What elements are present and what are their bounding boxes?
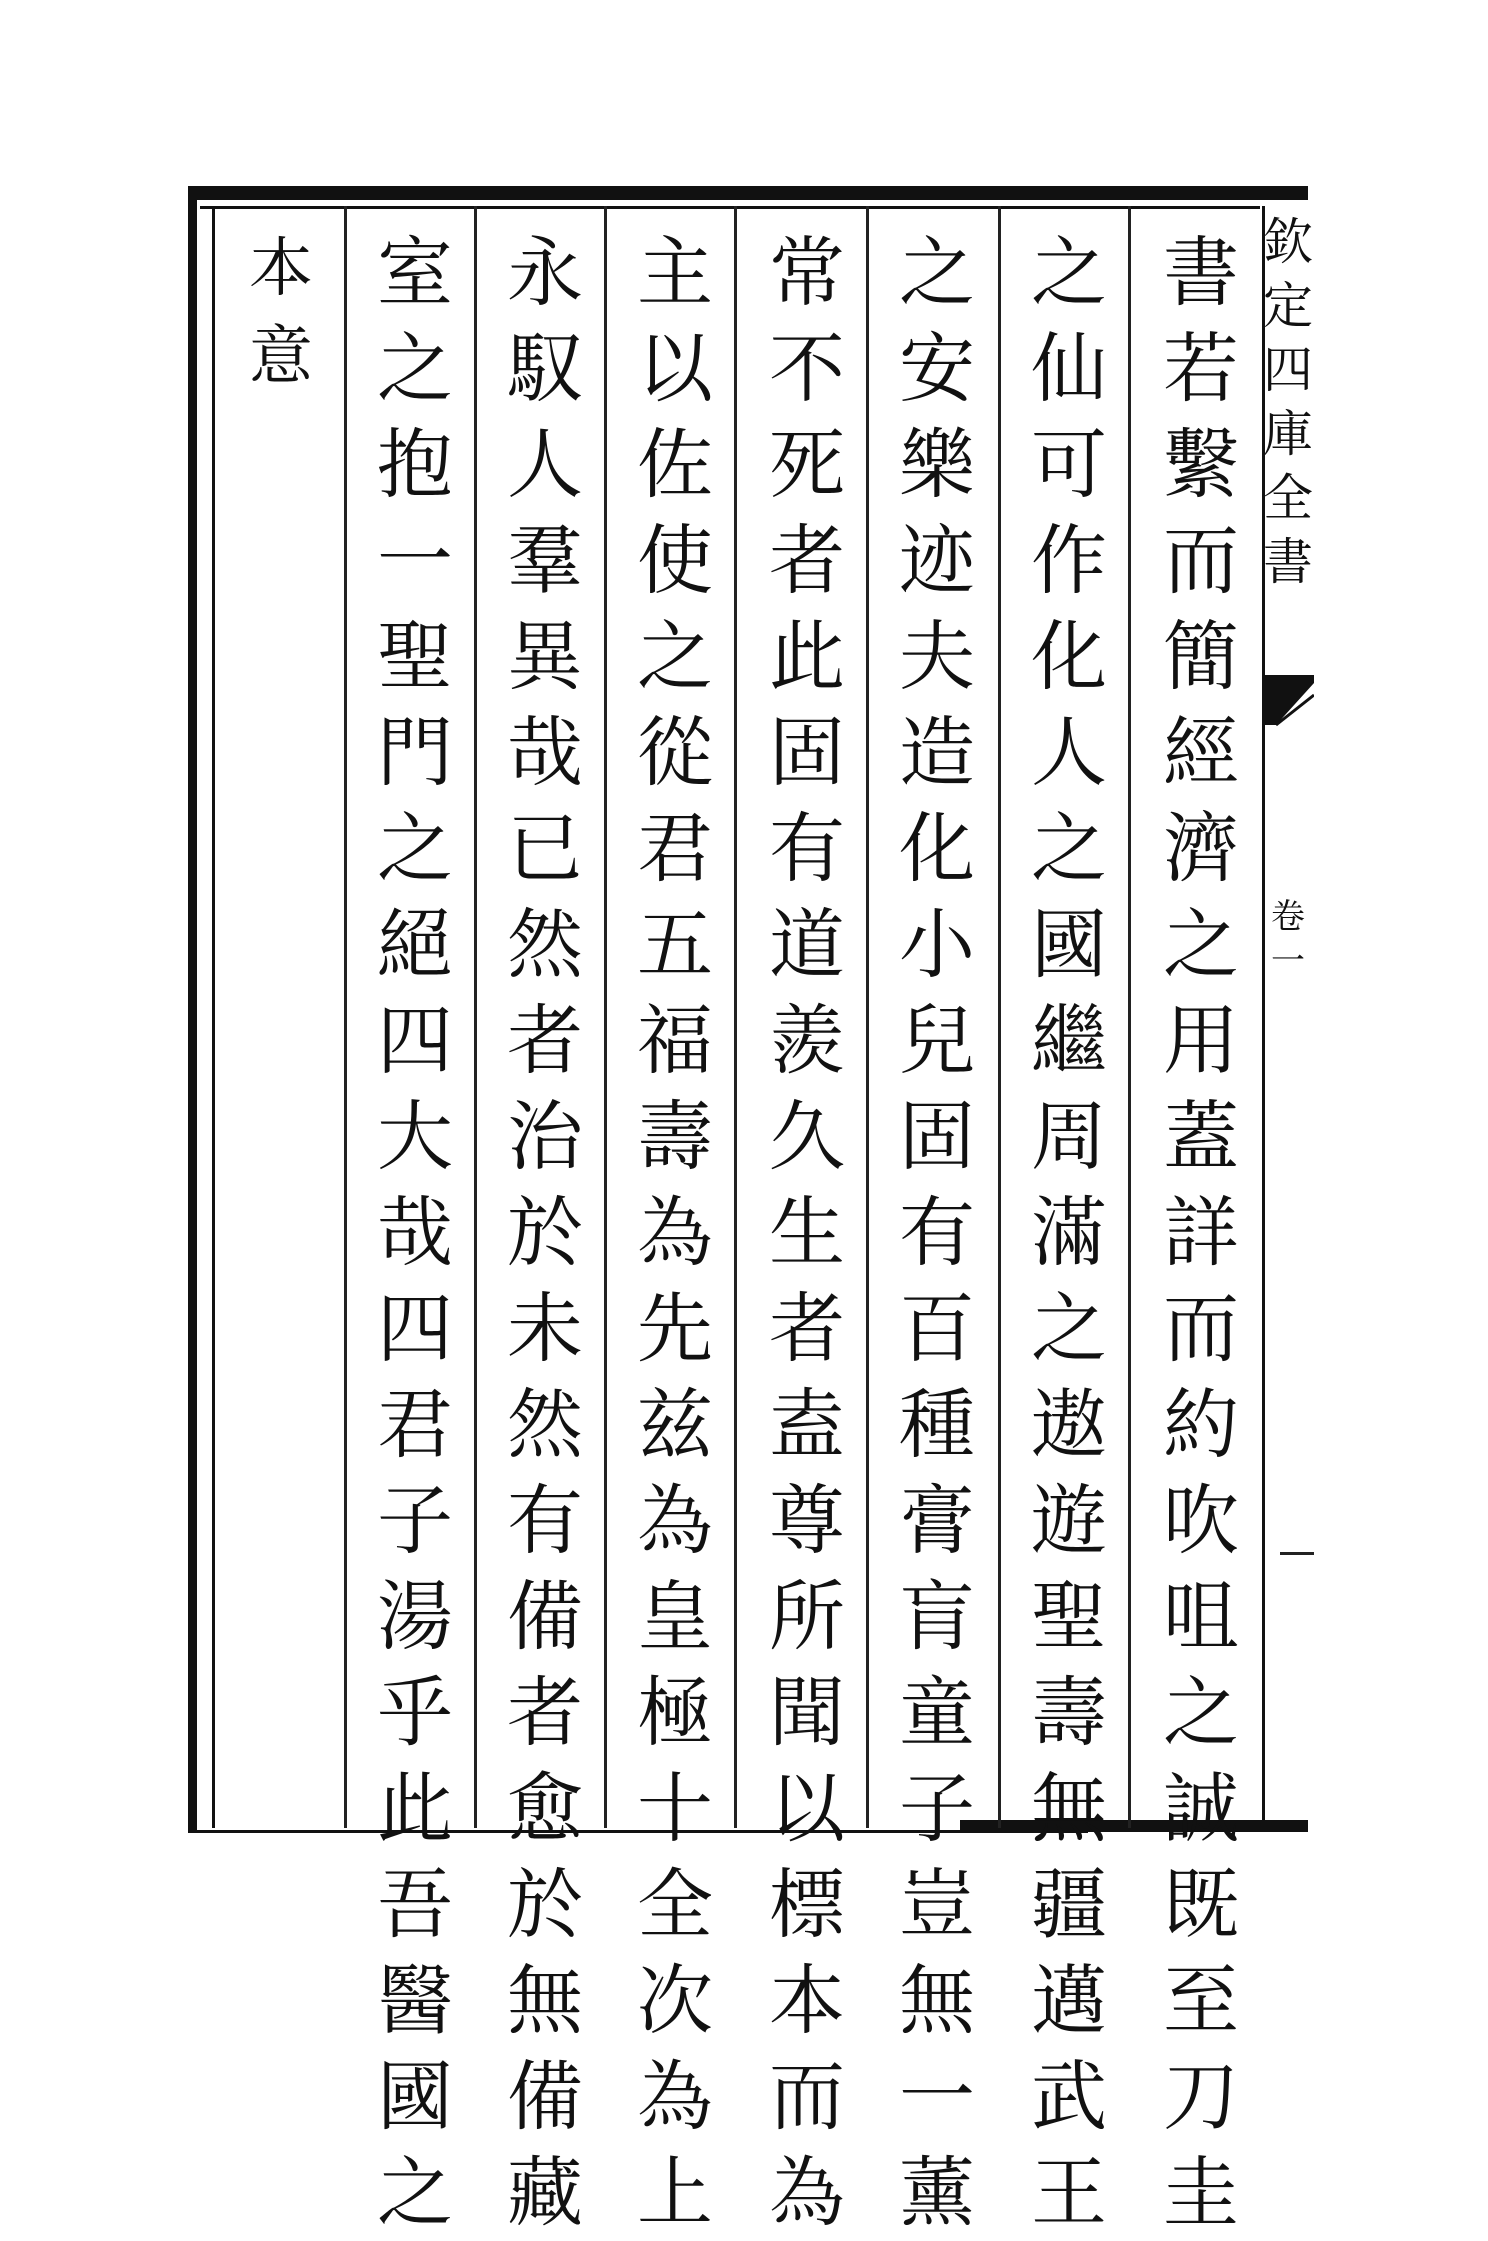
frame-top-inner-border [200, 206, 1260, 209]
glyph: 全 [637, 1860, 713, 1949]
glyph: 生 [769, 1188, 845, 1277]
column-rule [998, 206, 1001, 1828]
glyph: 造 [899, 708, 975, 797]
margin-glyph: 定 [1263, 277, 1313, 335]
text-column-4 [752, 225, 862, 2241]
glyph: 以 [637, 324, 713, 413]
glyph: 遨 [1031, 1380, 1107, 1469]
glyph: 詳 [1163, 1188, 1239, 1277]
glyph: 遊 [1031, 1476, 1107, 1565]
glyph: 吹 [1163, 1476, 1239, 1565]
margin-glyph: 書 [1263, 533, 1313, 591]
text-column-3 [882, 225, 992, 2241]
glyph: 王 [1031, 2148, 1107, 2237]
glyph: 誠 [1163, 1764, 1239, 1853]
glyph: 之 [377, 804, 453, 893]
glyph: 永 [507, 228, 583, 317]
glyph: 醫 [377, 1956, 453, 2045]
glyph: 之 [377, 324, 453, 413]
glyph: 之 [1031, 228, 1107, 317]
glyph: 吾 [377, 1860, 453, 1949]
glyph: 既 [1163, 1860, 1239, 1949]
glyph: 為 [637, 2052, 713, 2141]
glyph: 而 [1163, 516, 1239, 605]
frame-left-border [188, 186, 197, 1832]
glyph: 絕 [377, 900, 453, 989]
glyph: 固 [769, 708, 845, 797]
glyph: 未 [507, 1284, 583, 1373]
column-rule [604, 206, 607, 1828]
glyph: 標 [769, 1860, 845, 1949]
margin-glyph: 全 [1263, 469, 1313, 527]
glyph: 武 [1031, 2052, 1107, 2141]
glyph: 羨 [769, 996, 845, 1085]
glyph: 滿 [1031, 1188, 1107, 1277]
glyph: 薰 [899, 2148, 975, 2237]
glyph: 用 [1163, 996, 1239, 1085]
glyph: 蓋 [1163, 1092, 1239, 1181]
glyph: 有 [769, 804, 845, 893]
glyph: 室 [377, 228, 453, 317]
glyph: 經 [1163, 708, 1239, 797]
glyph: 藏 [507, 2148, 583, 2237]
glyph: 人 [1031, 708, 1107, 797]
glyph: 若 [1163, 324, 1239, 413]
glyph: 久 [769, 1092, 845, 1181]
glyph: 之 [637, 612, 713, 701]
glyph: 抱 [377, 420, 453, 509]
glyph: 為 [769, 2148, 845, 2237]
text-column-7 [360, 225, 470, 2241]
glyph: 君 [377, 1380, 453, 1469]
margin-glyph: 欽 [1263, 213, 1313, 271]
glyph: 濟 [1163, 804, 1239, 893]
frame-top-border [188, 186, 1308, 200]
glyph: 異 [507, 612, 583, 701]
text-column-5 [620, 225, 730, 2241]
margin-title [1262, 210, 1314, 594]
glyph: 於 [507, 1860, 583, 1949]
glyph: 意 [249, 320, 313, 394]
margin-volume-label [1262, 895, 1314, 983]
glyph: 以 [769, 1764, 845, 1853]
glyph: 樂 [899, 420, 975, 509]
glyph: 上 [637, 2148, 713, 2237]
glyph: 約 [1163, 1380, 1239, 1469]
glyph: 君 [637, 804, 713, 893]
margin-glyph: 四 [1263, 341, 1313, 399]
column-rule [866, 206, 869, 1828]
glyph: 繼 [1031, 996, 1107, 1085]
text-column-2 [1014, 225, 1124, 2241]
glyph: 此 [769, 612, 845, 701]
glyph: 主 [637, 228, 713, 317]
glyph: 哉 [377, 1188, 453, 1277]
glyph: 使 [637, 516, 713, 605]
glyph: 次 [637, 1956, 713, 2045]
glyph: 一 [377, 516, 453, 605]
glyph: 兒 [899, 996, 975, 1085]
glyph: 湯 [377, 1572, 453, 1661]
glyph: 備 [507, 2052, 583, 2141]
column-rule [1128, 206, 1131, 1828]
glyph: 常 [769, 228, 845, 317]
glyph: 先 [637, 1284, 713, 1373]
glyph: 百 [899, 1284, 975, 1373]
glyph: 之 [1163, 1668, 1239, 1757]
glyph: 子 [377, 1476, 453, 1565]
glyph: 書 [1163, 228, 1239, 317]
glyph: 子 [899, 1764, 975, 1853]
glyph: 皇 [637, 1572, 713, 1661]
glyph: 者 [769, 1284, 845, 1373]
glyph: 刀 [1163, 2052, 1239, 2141]
glyph: 繫 [1163, 420, 1239, 509]
glyph: 迹 [899, 516, 975, 605]
glyph: 之 [1031, 1284, 1107, 1373]
glyph: 人 [507, 420, 583, 509]
glyph: 聖 [377, 612, 453, 701]
glyph: 愈 [507, 1764, 583, 1853]
glyph: 本 [769, 1956, 845, 2045]
text-column-1 [1146, 225, 1256, 2241]
glyph: 之 [377, 2148, 453, 2237]
glyph: 四 [377, 1284, 453, 1373]
glyph: 已 [507, 804, 583, 893]
glyph: 為 [637, 1476, 713, 1565]
glyph: 國 [377, 2052, 453, 2141]
glyph: 於 [507, 1188, 583, 1277]
glyph: 圭 [1163, 2148, 1239, 2237]
glyph: 從 [637, 708, 713, 797]
column-rule [344, 206, 347, 1828]
glyph: 為 [637, 1188, 713, 1277]
margin-tick-mark [1280, 1552, 1314, 1555]
glyph: 豈 [899, 1860, 975, 1949]
glyph: 所 [769, 1572, 845, 1661]
glyph: 本 [249, 232, 313, 306]
glyph: 之 [1163, 900, 1239, 989]
glyph: 極 [637, 1668, 713, 1757]
glyph: 而 [769, 2052, 845, 2141]
glyph: 無 [899, 1956, 975, 2045]
glyph: 之 [899, 228, 975, 317]
glyph: 盍 [769, 1380, 845, 1469]
glyph: 仙 [1031, 324, 1107, 413]
glyph: 而 [1163, 1284, 1239, 1373]
text-column-8 [226, 225, 336, 401]
glyph: 咀 [1163, 1572, 1239, 1661]
glyph: 安 [899, 324, 975, 413]
glyph: 死 [769, 420, 845, 509]
glyph: 福 [637, 996, 713, 1085]
glyph: 邁 [1031, 1956, 1107, 2045]
glyph: 乎 [377, 1668, 453, 1757]
glyph: 然 [507, 1380, 583, 1469]
glyph: 至 [1163, 1956, 1239, 2045]
glyph: 不 [769, 324, 845, 413]
fish-tail-ornament-icon [1262, 675, 1314, 735]
glyph: 門 [377, 708, 453, 797]
glyph: 有 [507, 1476, 583, 1565]
glyph: 十 [637, 1764, 713, 1853]
margin-glyph: 一 [1271, 941, 1305, 981]
glyph: 化 [899, 804, 975, 893]
glyph: 此 [377, 1764, 453, 1853]
text-column-6 [490, 225, 600, 2241]
glyph: 四 [377, 996, 453, 1085]
glyph: 壽 [637, 1092, 713, 1181]
column-rule [734, 206, 737, 1828]
glyph: 者 [507, 996, 583, 1085]
glyph: 國 [1031, 900, 1107, 989]
glyph: 哉 [507, 708, 583, 797]
glyph: 聞 [769, 1668, 845, 1757]
glyph: 無 [507, 1956, 583, 2045]
glyph: 兹 [637, 1380, 713, 1469]
glyph: 道 [769, 900, 845, 989]
glyph: 聖 [1031, 1572, 1107, 1661]
glyph: 者 [507, 1668, 583, 1757]
glyph: 一 [899, 2052, 975, 2141]
glyph: 者 [769, 516, 845, 605]
glyph: 作 [1031, 516, 1107, 605]
glyph: 五 [637, 900, 713, 989]
glyph: 夫 [899, 612, 975, 701]
glyph: 固 [899, 1092, 975, 1181]
margin-glyph: 庫 [1263, 405, 1313, 463]
glyph: 肓 [899, 1572, 975, 1661]
glyph: 備 [507, 1572, 583, 1661]
glyph: 治 [507, 1092, 583, 1181]
glyph: 小 [899, 900, 975, 989]
glyph: 童 [899, 1668, 975, 1757]
glyph: 羣 [507, 516, 583, 605]
glyph: 尊 [769, 1476, 845, 1565]
glyph: 化 [1031, 612, 1107, 701]
column-rule [474, 206, 477, 1828]
glyph: 大 [377, 1092, 453, 1181]
glyph: 簡 [1163, 612, 1239, 701]
glyph: 種 [899, 1380, 975, 1469]
margin-glyph: 卷 [1271, 897, 1305, 937]
glyph: 可 [1031, 420, 1107, 509]
glyph: 膏 [899, 1476, 975, 1565]
glyph: 之 [1031, 804, 1107, 893]
glyph: 有 [899, 1188, 975, 1277]
glyph: 疆 [1031, 1860, 1107, 1949]
frame-left-inner-border [212, 206, 215, 1828]
glyph: 壽 [1031, 1668, 1107, 1757]
glyph: 無 [1031, 1764, 1107, 1853]
glyph: 周 [1031, 1092, 1107, 1181]
glyph: 然 [507, 900, 583, 989]
glyph: 佐 [637, 420, 713, 509]
glyph: 馭 [507, 324, 583, 413]
